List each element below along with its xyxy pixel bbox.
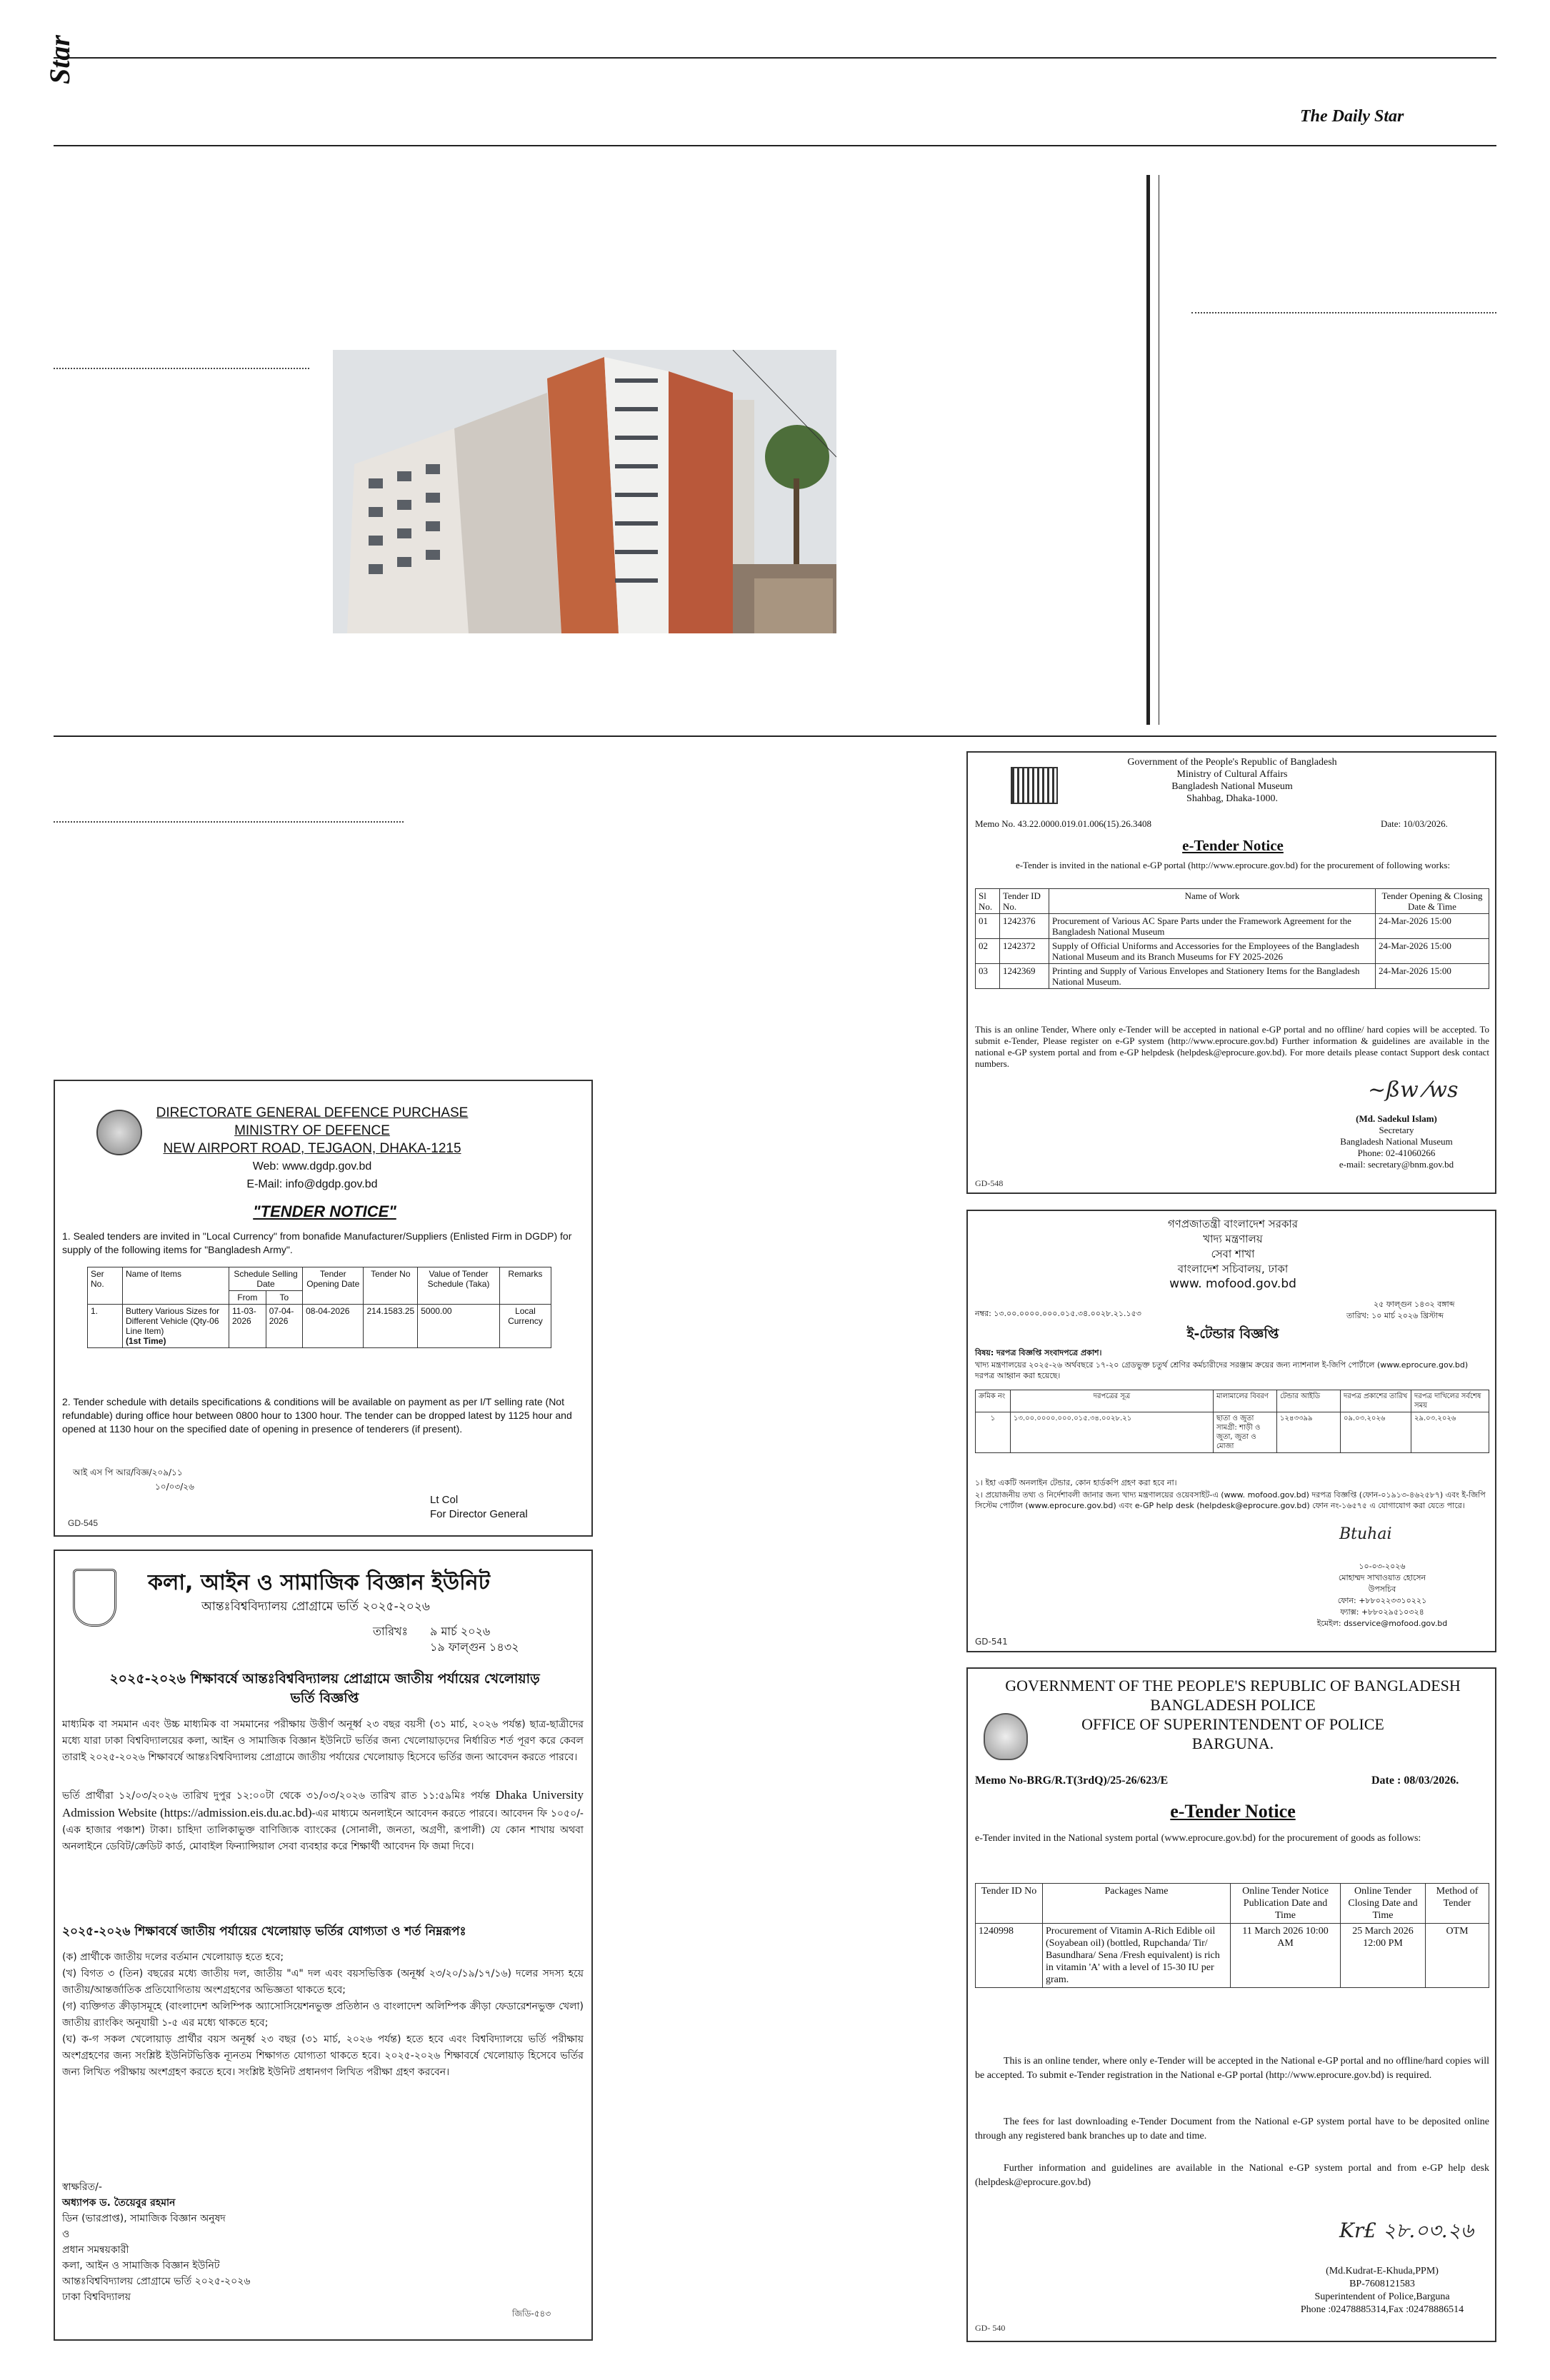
museum-memo: Memo No. 43.22.0000.019.01.006(15).26.3408 bbox=[975, 818, 1151, 829]
cell: 03 bbox=[976, 964, 1000, 989]
du-signature-block bbox=[62, 2179, 250, 2305]
police-sign-phone: Phone :02478885314,Fax :02478886514 bbox=[1300, 2304, 1464, 2315]
police-location: BARGUNA. bbox=[1191, 1734, 1274, 1752]
cell: 1242376 bbox=[1000, 914, 1049, 939]
masthead-rule bbox=[54, 145, 1496, 146]
cell: Procurement of Vitamin A-Rich Edible oil (Soyabean oil) (bottled, Rupchanda/ Tir/ Basundhara/ Sena /Fresh equivalent) is rich in vitamin 'A' with a level of 15-30 IU per gram. bbox=[1043, 1924, 1231, 1988]
dgdp-title: "TENDER NOTICE" bbox=[253, 1202, 396, 1220]
cell: 11-03-2026 bbox=[229, 1305, 266, 1348]
museum-sign-name: (Md. Sadekul Islam) bbox=[1356, 1113, 1437, 1124]
police-para-1: This is an online tender, where only e-Tender will be accepted in the National e-GP portal and no offline/hard copies will be accepted. To submit e-Tender registration in the National e-GP portal (http://www.eprocure.gov.bd) is required. bbox=[975, 2056, 1489, 2081]
du-sig-line: কলা, আইন ও সামাজিক বিজ্ঞান ইউনিট bbox=[62, 2260, 220, 2271]
table-row bbox=[88, 1305, 551, 1348]
du-sig-line: ঢাকা বিশ্ববিদ্যালয় bbox=[62, 2291, 131, 2303]
food-tender-table bbox=[975, 1390, 1489, 1453]
police-signature-icon: Kr£ ২৮.০৩.২৬ bbox=[1339, 2219, 1474, 2242]
ad-police-e-tender bbox=[966, 1667, 1496, 2342]
du-heading-2: ভর্তি বিজ্ঞপ্তি bbox=[290, 1690, 359, 1706]
list-item: (ঘ) ক-গ সকল খেলোয়াড় প্রার্থীর বয়স অনূর্ধ্ব ২৩ বছর (৩১ মার্চ, ২০২৬ পর্যন্ত) হতে হবে এবং বিশ্ববিদ্যালয়ে ভর্তি পরীক্ষায় অংশগ্রহণের জন্য সংশ্লিষ্ট ইউনিটভিত্তিক ন্যূনতম শিক্ষাগত যোগ্যতা থাকতে হবে। ২০২৫-২০২৬ শিক্ষাবর্ষে খেলোয়াড় হিসেবে ভর্তির জন্য লিখিত পরীক্ষায় অংশগ্রহণ করতে হবে। সংশ্লিষ্ট ইউনিট প্রধানগণ লিখিত পরীক্ষা গ্রহণ করবেন। bbox=[62, 2034, 584, 2078]
du-sig-line: প্রধান সমন্বয়কারী bbox=[62, 2244, 129, 2256]
du-heading-3: ২০২৫-২০২৬ শিক্ষাবর্ষে জাতীয় পর্যায়ের খেলোয়াড় ভর্তির যোগ্যতা ও শর্ত নিম্নরূপঃ bbox=[62, 1924, 466, 1939]
police-gov: GOVERNMENT OF THE PEOPLE'S REPUBLIC OF BANGLADESH bbox=[1005, 1677, 1461, 1694]
police-para-3: Further information and guidelines are available in the National e-GP system portal and from e-GP help desk (helpdesk@eprocure.gov.bd) bbox=[975, 2163, 1489, 2188]
museum-sign-title: Secretary bbox=[1379, 1125, 1414, 1135]
dotted-rule bbox=[1191, 312, 1496, 313]
ad-food-e-tender bbox=[966, 1210, 1496, 1652]
dgdp-ref-date: ১০/০৩/২৬ bbox=[155, 1482, 194, 1492]
ad-museum-e-tender bbox=[966, 751, 1496, 1194]
ad-du-admission bbox=[54, 1550, 593, 2341]
du-date-1: ৯ মার্চ ২০২৬ bbox=[430, 1625, 491, 1638]
food-date-2: তারিখ: ১০ মার্চ ২০২৬ খ্রিস্টাব্দ bbox=[1346, 1311, 1444, 1320]
food-website: www. mofood.gov.bd bbox=[1169, 1277, 1296, 1291]
food-sign-title: উপসচিব bbox=[1368, 1585, 1396, 1594]
section-rule bbox=[54, 735, 1496, 737]
col-header: Value of Tender Schedule (Taka) bbox=[418, 1267, 500, 1305]
table-row bbox=[976, 1412, 1489, 1453]
col-header: দরপত্রের সূত্র bbox=[1011, 1390, 1214, 1412]
du-date-label: তারিখঃ bbox=[373, 1625, 409, 1638]
police-sign-title: Superintendent of Police,Barguna bbox=[1314, 2291, 1450, 2302]
dgdp-para2: 2. Tender schedule with details specifications & conditions will be available on payment as per I/T selling rate (Not refundable) during office hour between 0800 hour to 1300 hour. The tender can be dropped latest by 1125 hour and opened at 1130 hour on the specified date of opening in presence of tenderers (if present). bbox=[62, 1396, 572, 1435]
police-office: OFFICE OF SUPERINTENDENT OF POLICE bbox=[1081, 1715, 1384, 1733]
col-header: Tender Opening & Closing Date & Time bbox=[1376, 889, 1489, 914]
cell: Procurement of Various AC Spare Parts under the Framework Agreement for the Bangladesh National Museum bbox=[1049, 914, 1376, 939]
cell: 01 bbox=[976, 914, 1000, 939]
du-sig-name: অধ্যাপক ড. তৈয়েবুর রহমান bbox=[62, 2197, 176, 2209]
museum-gov: Government of the People's Republic of Bangladesh bbox=[1127, 757, 1337, 768]
du-date-2: ১৯ ফাল্গুন ১৪৩২ bbox=[430, 1640, 519, 1654]
col-header: মালামালের বিবরণ bbox=[1214, 1390, 1277, 1412]
dgdp-tender-table bbox=[87, 1267, 551, 1348]
museum-tender-table bbox=[975, 888, 1489, 989]
cell bbox=[123, 1305, 229, 1348]
police-date: Date : 08/03/2026. bbox=[1371, 1774, 1459, 1787]
du-para-2a: ভর্তি প্রার্থীরা ১২/০৩/২০২৬ তারিখ দুপুর ১২:০০টা থেকে ৩১/০৩/২০২৬ তারিখ রাত ১১:৫৯মিঃ পর্যন্ত bbox=[62, 1790, 491, 1802]
col-header: Online Tender Closing Date and Time bbox=[1341, 1884, 1426, 1924]
food-branch: সেবা শাখা bbox=[1211, 1247, 1255, 1260]
food-gov: গণপ্রজাতন্ত্রী বাংলাদেশ সরকার bbox=[1167, 1217, 1299, 1230]
du-logo-icon bbox=[73, 1569, 116, 1627]
col-header: Remarks bbox=[499, 1267, 551, 1305]
col-header: Sl No. bbox=[976, 889, 1000, 914]
du-conditions bbox=[62, 1949, 584, 2081]
table-row bbox=[976, 1924, 1489, 1988]
cell: ১২৪৩৩৯৯ bbox=[1277, 1412, 1341, 1453]
dotted-rule bbox=[54, 821, 404, 823]
police-title: e-Tender Notice bbox=[1170, 1801, 1296, 1822]
list-item: (খ) বিগত ৩ (তিন) বছরের মধ্যে জাতীয় দল, জাতীয় "এ" দল এবং বয়সভিত্তিক (অনূর্ধ্ব ২৩/২০/১৯/১৭/১৬) দলের সদস্য হয়ে জাতীয়/আন্তর্জাতিক প্রতিযোগিতায় অংশগ্রহণের অভিজ্ঞতা থাকতে হবে; bbox=[62, 1968, 584, 1996]
cell: Local Currency bbox=[499, 1305, 551, 1348]
food-signature-icon: Btuhai bbox=[1339, 1525, 1392, 1543]
cell: 11 March 2026 10:00 AM bbox=[1231, 1924, 1341, 1988]
museum-logo-icon bbox=[1011, 767, 1058, 804]
police-org: BANGLADESH POLICE bbox=[1150, 1696, 1316, 1714]
dgdp-org-name: DIRECTORATE GENERAL DEFENCE PURCHASE bbox=[156, 1105, 469, 1120]
food-sign-date: ১০-০৩-২০২৬ bbox=[1359, 1562, 1406, 1571]
food-sign-phone: ফোন: +৮৮০২২৩৩১০২২১ bbox=[1337, 1596, 1427, 1605]
cell: 1. bbox=[88, 1305, 123, 1348]
food-address: বাংলাদেশ সচিবালয়, ঢাকা bbox=[1177, 1262, 1289, 1275]
police-intro: e-Tender invited in the National system portal (www.eprocure.gov.bd) for the procurement of goods as follows: bbox=[975, 1833, 1421, 1844]
col-header: Packages Name bbox=[1043, 1884, 1231, 1924]
cell: 02 bbox=[976, 939, 1000, 964]
cell: ১ bbox=[976, 1412, 1011, 1453]
museum-sign-email: e-mail: secretary@bnm.gov.bd bbox=[1339, 1159, 1454, 1170]
food-sign-fax: ফ্যাক্স: +৮৮০২৯৫১০৩২৪ bbox=[1340, 1607, 1424, 1617]
du-admission-link[interactable]: Dhaka University Admission Website (https://admission.eis.du.ac.bd) bbox=[62, 1788, 584, 1819]
col-header: টেন্ডার আইডি bbox=[1277, 1390, 1341, 1412]
dgdp-para1: 1. Sealed tenders are invited in "Local Currency" from bonafide Manufacturer/Suppliers (Enlisted Firm in DGDP) for supply of the following items for "Bangladesh Army". bbox=[62, 1230, 572, 1255]
dgdp-gd-code: GD-545 bbox=[68, 1518, 99, 1528]
col-header: Name of Items bbox=[123, 1267, 229, 1305]
cell: 25 March 2026 12:00 PM bbox=[1341, 1924, 1426, 1988]
cell: ২৯.০৩.২০২৬ bbox=[1411, 1412, 1489, 1453]
dgdp-web: Web: www.dgdp.gov.bd bbox=[252, 1160, 372, 1173]
police-sign-name: (Md.Kudrat-E-Khuda,PPM) bbox=[1326, 2266, 1439, 2276]
dgdp-sign-rank: Lt Col bbox=[430, 1494, 459, 1506]
police-sign-bp: BP-7608121583 bbox=[1349, 2279, 1415, 2289]
dgdp-ministry: MINISTRY OF DEFENCE bbox=[234, 1123, 390, 1138]
col-header: Ser No. bbox=[88, 1267, 123, 1305]
food-title: ই-টেন্ডার বিজ্ঞপ্তি bbox=[1186, 1326, 1279, 1342]
cell: 24-Mar-2026 15:00 bbox=[1376, 964, 1489, 989]
cell: 08-04-2026 bbox=[303, 1305, 364, 1348]
col-header: দরপত্র প্রকাশের তারিখ bbox=[1341, 1390, 1411, 1412]
cell: ০৯.০৩.২০২৬ bbox=[1341, 1412, 1411, 1453]
food-sign-name: মোহাম্মদ সাখাওয়াত হোসেন bbox=[1338, 1573, 1426, 1582]
table-row bbox=[976, 964, 1489, 989]
table-row bbox=[976, 939, 1489, 964]
museum-signature-icon: ~ßw ⁄ws bbox=[1368, 1078, 1459, 1103]
cell: ১৩.০০.০০০০.০০০.০১৫.৩৪.০০২৮.২১ bbox=[1011, 1412, 1214, 1453]
col-header: Tender Opening Date bbox=[303, 1267, 364, 1305]
dgdp-address: NEW AIRPORT ROAD, TEJGAON, DHAKA-1215 bbox=[163, 1141, 461, 1156]
cell: 5000.00 bbox=[418, 1305, 500, 1348]
du-sig-line: ডিন (ভারপ্রাপ্ত), সামাজিক বিজ্ঞান অনুষদ bbox=[62, 2213, 226, 2224]
du-sig-line: আন্তঃবিশ্ববিদ্যালয় প্রোগ্রামে ভর্তি ২০২৫-২০২৬ bbox=[62, 2276, 251, 2287]
food-memo: নম্বর: ১৩.০০.০০০০.০০০.০১৫.৩৪.০০২৮.২১.১৫৩ bbox=[975, 1309, 1141, 1318]
list-item: (গ) ব্যক্তিগত ক্রীড়াসমূহে (বাংলাদেশ অলিম্পিক অ্যাসোসিয়েশনভুক্ত প্রতিষ্ঠান ও বাংলাদেশ অলিম্পিক ক্রীড়া ফেডারেশনভুক্ত খেলা) জাতীয় র‍্যাংকিং অনুযায়ী ১-৫ এর মধ্যে থাকতে হবে; bbox=[62, 2001, 584, 2029]
news-photo bbox=[333, 350, 836, 633]
museum-gd-code: GD-548 bbox=[975, 1178, 1004, 1188]
dgdp-ref: আই এস পি আর/বিজ্ঞ/২০৯/১১ bbox=[73, 1467, 183, 1477]
cell: OTM bbox=[1426, 1924, 1489, 1988]
food-date-1: ২৫ ফাল্গুন ১৪৩২ বঙ্গাব্দ bbox=[1374, 1300, 1455, 1309]
museum-ministry: Ministry of Cultural Affairs bbox=[1176, 769, 1288, 780]
table-row bbox=[976, 914, 1489, 939]
col-header: Method of Tender bbox=[1426, 1884, 1489, 1924]
food-gd-code: GD-541 bbox=[975, 1637, 1008, 1647]
du-gd-code: জিডি-৫৪৩ bbox=[512, 2309, 551, 2319]
col-header: To bbox=[266, 1291, 302, 1305]
star-logo: Star bbox=[44, 35, 76, 84]
du-subtitle: আন্তঃবিশ্ববিদ্যালয় প্রোগ্রামে ভর্তি ২০২৫-২০২৬ bbox=[201, 1600, 430, 1614]
col-header: Name of Work bbox=[1049, 889, 1376, 914]
food-note-2: ২। প্রয়োজনীয় তথ্য ও নির্দেশাবলী জানার জন্য খাদ্য মন্ত্রণালয়ের ওয়েবসাইট-এ (www. mofood.gov.bd) দরপত্র বিজ্ঞপ্তি (ফোন-০১৯১৩-৪৬২৫৮৭) এবং ই-জিপি সিস্টেম পোর্টাল (www.eprocure.gov.bd) এবং e-GP help desk (helpdesk@eprocure.gov.bd) ফোন নং-১৬৫৭৫ এ যোগাযোগ করা যেতে পারে। bbox=[975, 1490, 1486, 1510]
cell: 24-Mar-2026 15:00 bbox=[1376, 914, 1489, 939]
dotted-rule bbox=[54, 368, 309, 369]
col-header: Tender ID No. bbox=[1000, 889, 1049, 914]
food-intro: খাদ্য মন্ত্রণালয়ের ২০২৫-২৬ অর্থবছরে ১৭-২০ গ্রেডভুক্ত চতুর্থ শ্রেণির কর্মচারীদের সরঞ্জাম ক্রয়ের জন্য ন্যাশনাল ই-জিপি পোর্টালে (www.eprocure.gov.bd) দরপত্র আহ্বান করা হয়েছে। bbox=[975, 1360, 1469, 1380]
museum-address: Shahbag, Dhaka-1000. bbox=[1186, 793, 1278, 804]
museum-intro: e-Tender is invited in the national e-GP portal (http://www.eprocure.gov.bd) for the procurement of following works: bbox=[1015, 860, 1451, 870]
cell: 07-04-2026 bbox=[266, 1305, 302, 1348]
col-header: ক্রমিক নং bbox=[976, 1390, 1011, 1412]
food-subject: বিষয়: দরপত্র বিজ্ঞপ্তি সংবাদপত্রে প্রকাশ। bbox=[975, 1348, 1102, 1357]
du-unit-title: কলা, আইন ও সামাজিক বিজ্ঞান ইউনিট bbox=[148, 1570, 490, 1595]
museum-sign-org: Bangladesh National Museum bbox=[1340, 1136, 1453, 1147]
police-para-2: The fees for last downloading e-Tender Document from the National e-GP system portal have to be deposited online through any registered bank branches up to date and time. bbox=[975, 2117, 1489, 2142]
column-divider bbox=[1146, 175, 1150, 725]
food-sign-email: ইমেইল: dsservice@mofood.gov.bd bbox=[1316, 1619, 1448, 1628]
cell: ছাতা ও জুতা সামগ্রী: শাড়ী ও জুতা, জুতা ও মোজা bbox=[1214, 1412, 1277, 1453]
cell: 1242372 bbox=[1000, 939, 1049, 964]
police-gd-code: GD- 540 bbox=[975, 2323, 1006, 2333]
cell: 1240998 bbox=[976, 1924, 1043, 1988]
col-header: Tender ID No bbox=[976, 1884, 1043, 1924]
col-header: Schedule Selling Date bbox=[229, 1267, 303, 1291]
cell: 214.1583.25 bbox=[364, 1305, 418, 1348]
cell-text: Buttery Various Sizes for Different Vehicle (Qty-06 Line Item) bbox=[126, 1306, 220, 1336]
museum-note: This is an online Tender, Where only e-Tender will be accepted in national e-GP portal and no offline/ hard copies will be accepted. To submit e-Tender, Please register on e-GP system (http://www.eprocure.gov.bd) Further information & guidelines are available in the national e-GP system portal and from e-GP helpdesk (helpdesk@eprocure.gov.bd). For more details please contact Support desk contact numbers. bbox=[975, 1024, 1489, 1069]
cell: Printing and Supply of Various Envelopes and Stationery Items for the Bangladesh National Museum. bbox=[1049, 964, 1376, 989]
food-note-1: ১। ইহা একটি অনলাইন টেন্ডার, কোন হার্ডকপি গ্রহণ করা হবে না। bbox=[975, 1478, 1177, 1487]
police-memo: Memo No-BRG/R.T(3rdQ)/25-26/623/E bbox=[975, 1774, 1169, 1787]
du-heading-1: ২০২৫-২০২৬ শিক্ষাবর্ষে আন্তঃবিশ্ববিদ্যালয় প্রোগ্রামে জাতীয় পর্যায়ের খেলোয়াড় bbox=[109, 1671, 540, 1687]
du-para-2b: -এর মাধ্যমে অনলাইনে আবেদন করতে পারবে। আবেদন ফি ১০৫০/- (এক হাজার পঞ্চাশ) টাকা। চাহিদা তালিকাভুক্ত বাণিজ্যিক ব্যাংকের (সোনালী, জনতা, অগ্রণী, রূপালী) যে কোন শাখায় অথবা অনলাইনে ডেবিট/ক্রেডিট কার্ড, মোবাইল ফিন্যান্সিয়াল সেবা ব্যবহার করে শিক্ষার্থী আবেদন ফি জমা দিবে। bbox=[62, 1808, 584, 1852]
cell: Supply of Official Uniforms and Accessories for the Employees of the Bangladesh National Museum and its Branch Museums for FY 2025-2026 bbox=[1049, 939, 1376, 964]
museum-title: e-Tender Notice bbox=[1182, 837, 1284, 854]
cell-text: (1st Time) bbox=[126, 1336, 166, 1346]
list-item: (ক) প্রার্থীকে জাতীয় দলের বর্তমান খেলোয়াড় হতে হবে; bbox=[62, 1952, 284, 1963]
col-header: Tender No bbox=[364, 1267, 418, 1305]
cell: 24-Mar-2026 15:00 bbox=[1376, 939, 1489, 964]
du-sig-line: ও bbox=[62, 2229, 70, 2240]
museum-sign-phone: Phone: 02-41060266 bbox=[1357, 1148, 1436, 1158]
du-para-1: মাধ্যমিক বা সমমান এবং উচ্চ মাধ্যমিক বা সমমানের পরীক্ষায় উত্তীর্ণ অনূর্ধ্ব ২৩ বছর বয়সী (৩১ মার্চ, ২০২৬ পর্যন্ত) ছাত্র-ছাত্রীদের মধ্যে যারা ঢাকা বিশ্ববিদ্যালয়ের কলা, আইন ও সামাজিক বিজ্ঞান ইউনিটে ভর্তির জন্য খেলোয়াড়দের নির্ধারিত শর্ত পূরণ করে কেবল তারাই ২০২৫-২০২৬ শিক্ষাবর্ষে আন্তঃবিশ্ববিদ্যালয় প্রোগ্রামে জাতীয় পর্যায়ের খেলোয়াড় হিসেবে ভর্তির জন্য আবেদন করতে পারবে। bbox=[62, 1719, 584, 1763]
top-rule bbox=[54, 57, 1496, 59]
daily-star-logo: The Daily Star bbox=[1300, 107, 1404, 126]
building-illustration bbox=[333, 350, 836, 633]
dgdp-sign-title: For Director General bbox=[430, 1508, 528, 1520]
cell: 1242369 bbox=[1000, 964, 1049, 989]
col-header: দরপত্র দাখিলের সর্বশেষ সময় bbox=[1411, 1390, 1489, 1412]
museum-date: Date: 10/03/2026. bbox=[1381, 818, 1448, 829]
col-header: From bbox=[229, 1291, 266, 1305]
police-tender-table bbox=[975, 1883, 1489, 1988]
dgdp-email: E-Mail: info@dgdp.gov.bd bbox=[246, 1178, 378, 1190]
food-ministry: খাদ্য মন্ত্রণালয় bbox=[1203, 1232, 1263, 1245]
ad-dgdp-tender-notice bbox=[54, 1080, 593, 1537]
museum-name: Bangladesh National Museum bbox=[1171, 781, 1293, 792]
col-header: Online Tender Notice Publication Date and Time bbox=[1231, 1884, 1341, 1924]
du-sig-line: স্বাক্ষরিত/- bbox=[62, 2181, 102, 2193]
